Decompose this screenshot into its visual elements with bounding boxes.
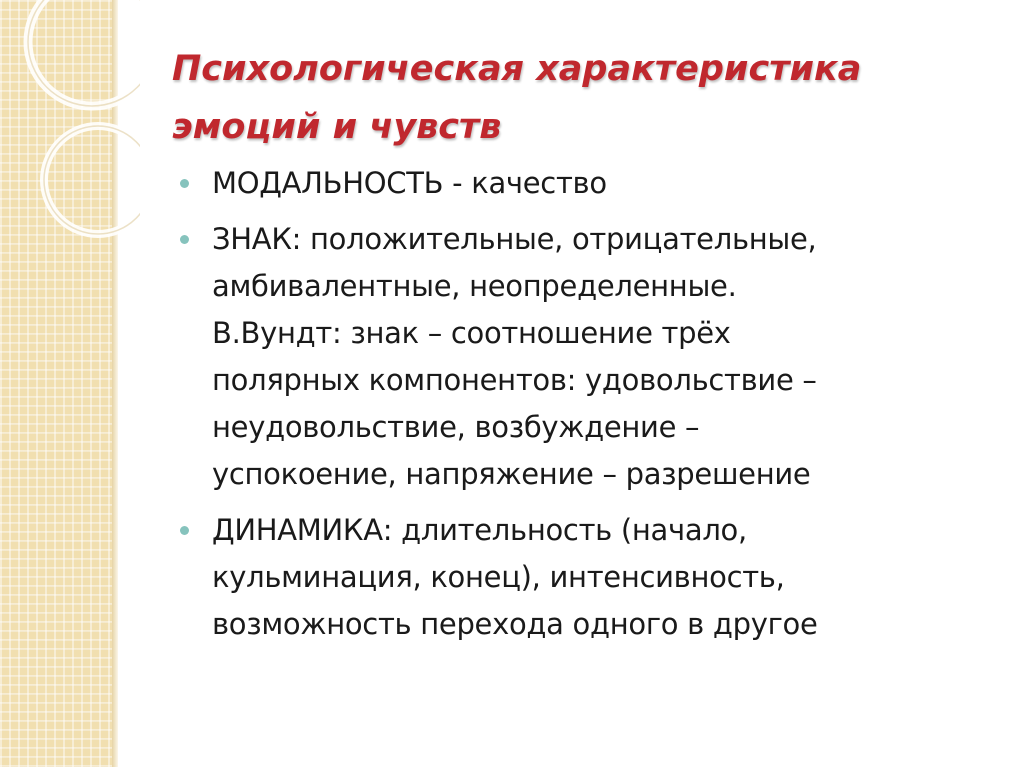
decorative-rings-icon	[0, 0, 140, 260]
slide-title-line: Психологическая характеристика	[172, 49, 862, 89]
bullet-line: ЗНАК: положительные, отрицательные,	[212, 222, 817, 256]
bullet-text	[212, 216, 990, 498]
bullet-list	[180, 160, 990, 657]
bullet-item-sign	[180, 216, 990, 498]
bullet-line: МОДАЛЬНОСТЬ - качество	[212, 166, 607, 200]
bullet-line: возможность перехода одного в другое	[212, 607, 818, 641]
slide-title	[172, 40, 992, 156]
bullet-line: амбивалентные, неопределенные.	[212, 269, 737, 303]
bullet-line: успокоение, напряжение – разрешение	[212, 457, 811, 491]
bullet-item-dynamics	[180, 507, 990, 648]
bullet-text	[212, 160, 990, 207]
bullet-item-modality	[180, 160, 990, 207]
bullet-dot-icon	[180, 526, 189, 535]
bullet-dot-icon	[180, 179, 189, 188]
bullet-line: полярных компонентов: удовольствие –	[212, 363, 817, 397]
bullet-dot-icon	[180, 235, 189, 244]
bullet-text	[212, 507, 990, 648]
bullet-line: ДИНАМИКА: длительность (начало,	[212, 513, 747, 547]
bullet-line: В.Вундт: знак – соотношение трёх	[212, 316, 731, 350]
slide-title-line: эмоций и чувств	[172, 107, 502, 147]
bullet-line: кульминация, конец), интенсивность,	[212, 560, 785, 594]
bullet-line: неудовольствие, возбуждение –	[212, 410, 700, 444]
